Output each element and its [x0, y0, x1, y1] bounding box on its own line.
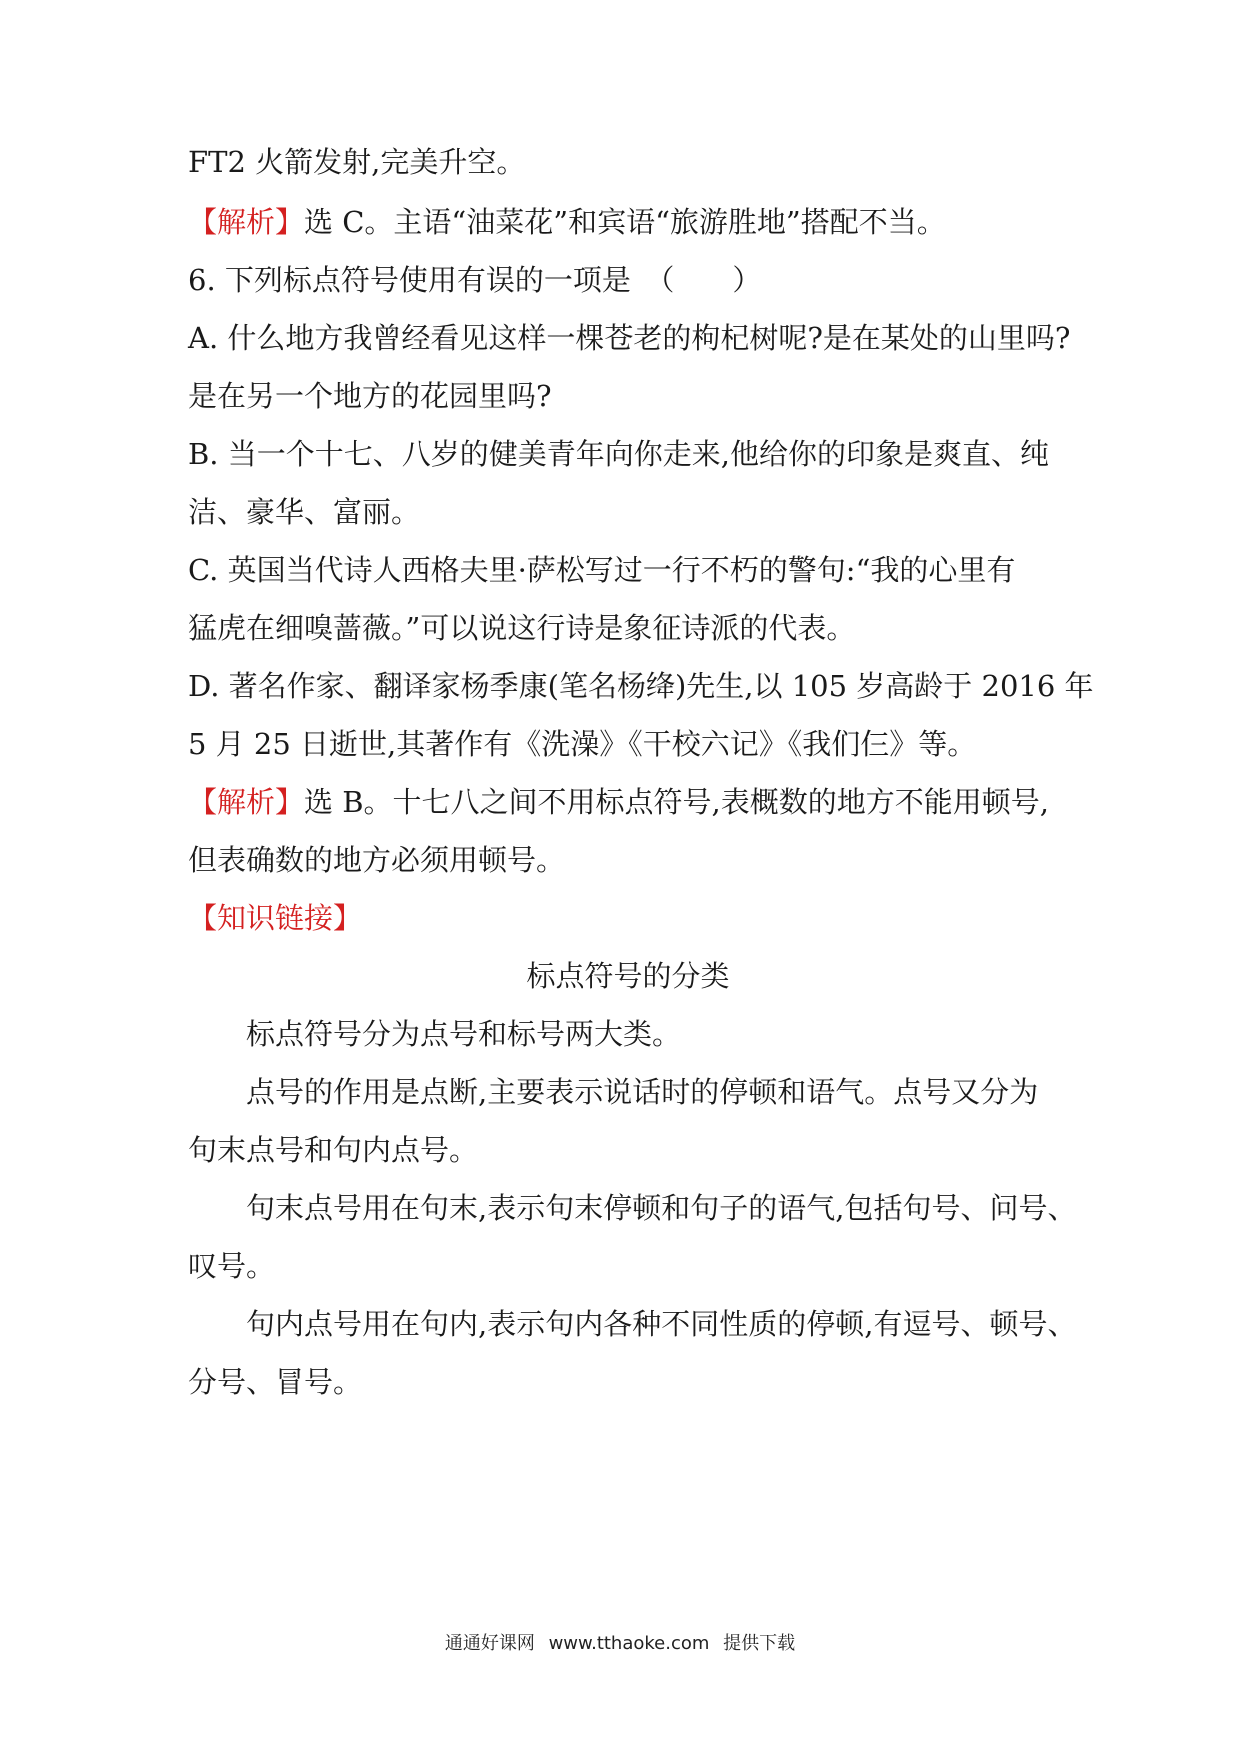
option-a: A. 什么地方我曾经看见这样一棵苍老的枸杞树呢?是在某处的山里吗?	[188, 321, 1071, 355]
analysis-line: 【解析】选 B。十七八之间不用标点符号,表概数的地方不能用顿号,	[188, 785, 1049, 819]
knowledge-link-heading	[188, 898, 1068, 938]
paragraph-line: 标点符号分为点号和标号两大类。	[246, 1017, 682, 1051]
option-c: C. 英国当代诗人西格夫里·萨松写过一行不朽的警句:“我的心里有	[188, 553, 1016, 587]
knowledge-link-tag: 【知识链接】	[188, 901, 363, 935]
paragraph-line: 句末点号和句内点号。	[188, 1133, 479, 1167]
paragraph-line: 点号的作用是点断,主要表示说话时的停顿和语气。点号又分为	[246, 1075, 1039, 1109]
option-b-continued: 洁、豪华、富丽。	[188, 495, 421, 529]
analysis-line-continued: 但表确数的地方必须用顿号。	[188, 843, 566, 877]
option-d: D. 著名作家、翻译家杨季康(笔名杨绛)先生,以 105 岁高龄于 2016 年	[188, 669, 1094, 703]
paragraph-line: 句末点号用在句末,表示句末停顿和句子的语气,包括句号、问号、	[246, 1191, 1077, 1225]
page-footer	[0, 1632, 1240, 1656]
option-d-continued: 5 月 25 日逝世,其著作有《洗澡》《干校六记》《我们仨》等。	[188, 727, 977, 761]
analysis-tag: 【解析】	[188, 785, 305, 819]
question-6-stem: 6. 下列标点符号使用有误的一项是 （ ）	[188, 263, 762, 297]
paragraph-line: 分号、冒号。	[188, 1365, 363, 1399]
analysis-tag: 【解析】	[188, 205, 305, 239]
analysis-line: 【解析】选 C。主语“油菜花”和宾语“旅游胜地”搭配不当。	[188, 205, 946, 239]
text-line: FT2 火箭发射,完美升空。	[188, 145, 526, 179]
option-c-continued: 猛虎在细嗅蔷薇。”可以说这行诗是象征诗派的代表。	[188, 611, 856, 645]
footer-url[interactable]: www.tthaoke.com	[548, 1633, 710, 1654]
paragraph-line: 叹号。	[188, 1249, 276, 1283]
footer-site-name: 通通好课网	[444, 1633, 535, 1654]
footer-note: 提供下载	[723, 1633, 796, 1654]
option-a-continued: 是在另一个地方的花园里吗?	[188, 379, 552, 413]
section-title: 标点符号的分类	[526, 959, 730, 993]
paragraph-line: 句内点号用在句内,表示句内各种不同性质的停顿,有逗号、顿号、	[246, 1307, 1077, 1341]
option-b: B. 当一个十七、八岁的健美青年向你走来,他给你的印象是爽直、纯	[188, 437, 1049, 471]
